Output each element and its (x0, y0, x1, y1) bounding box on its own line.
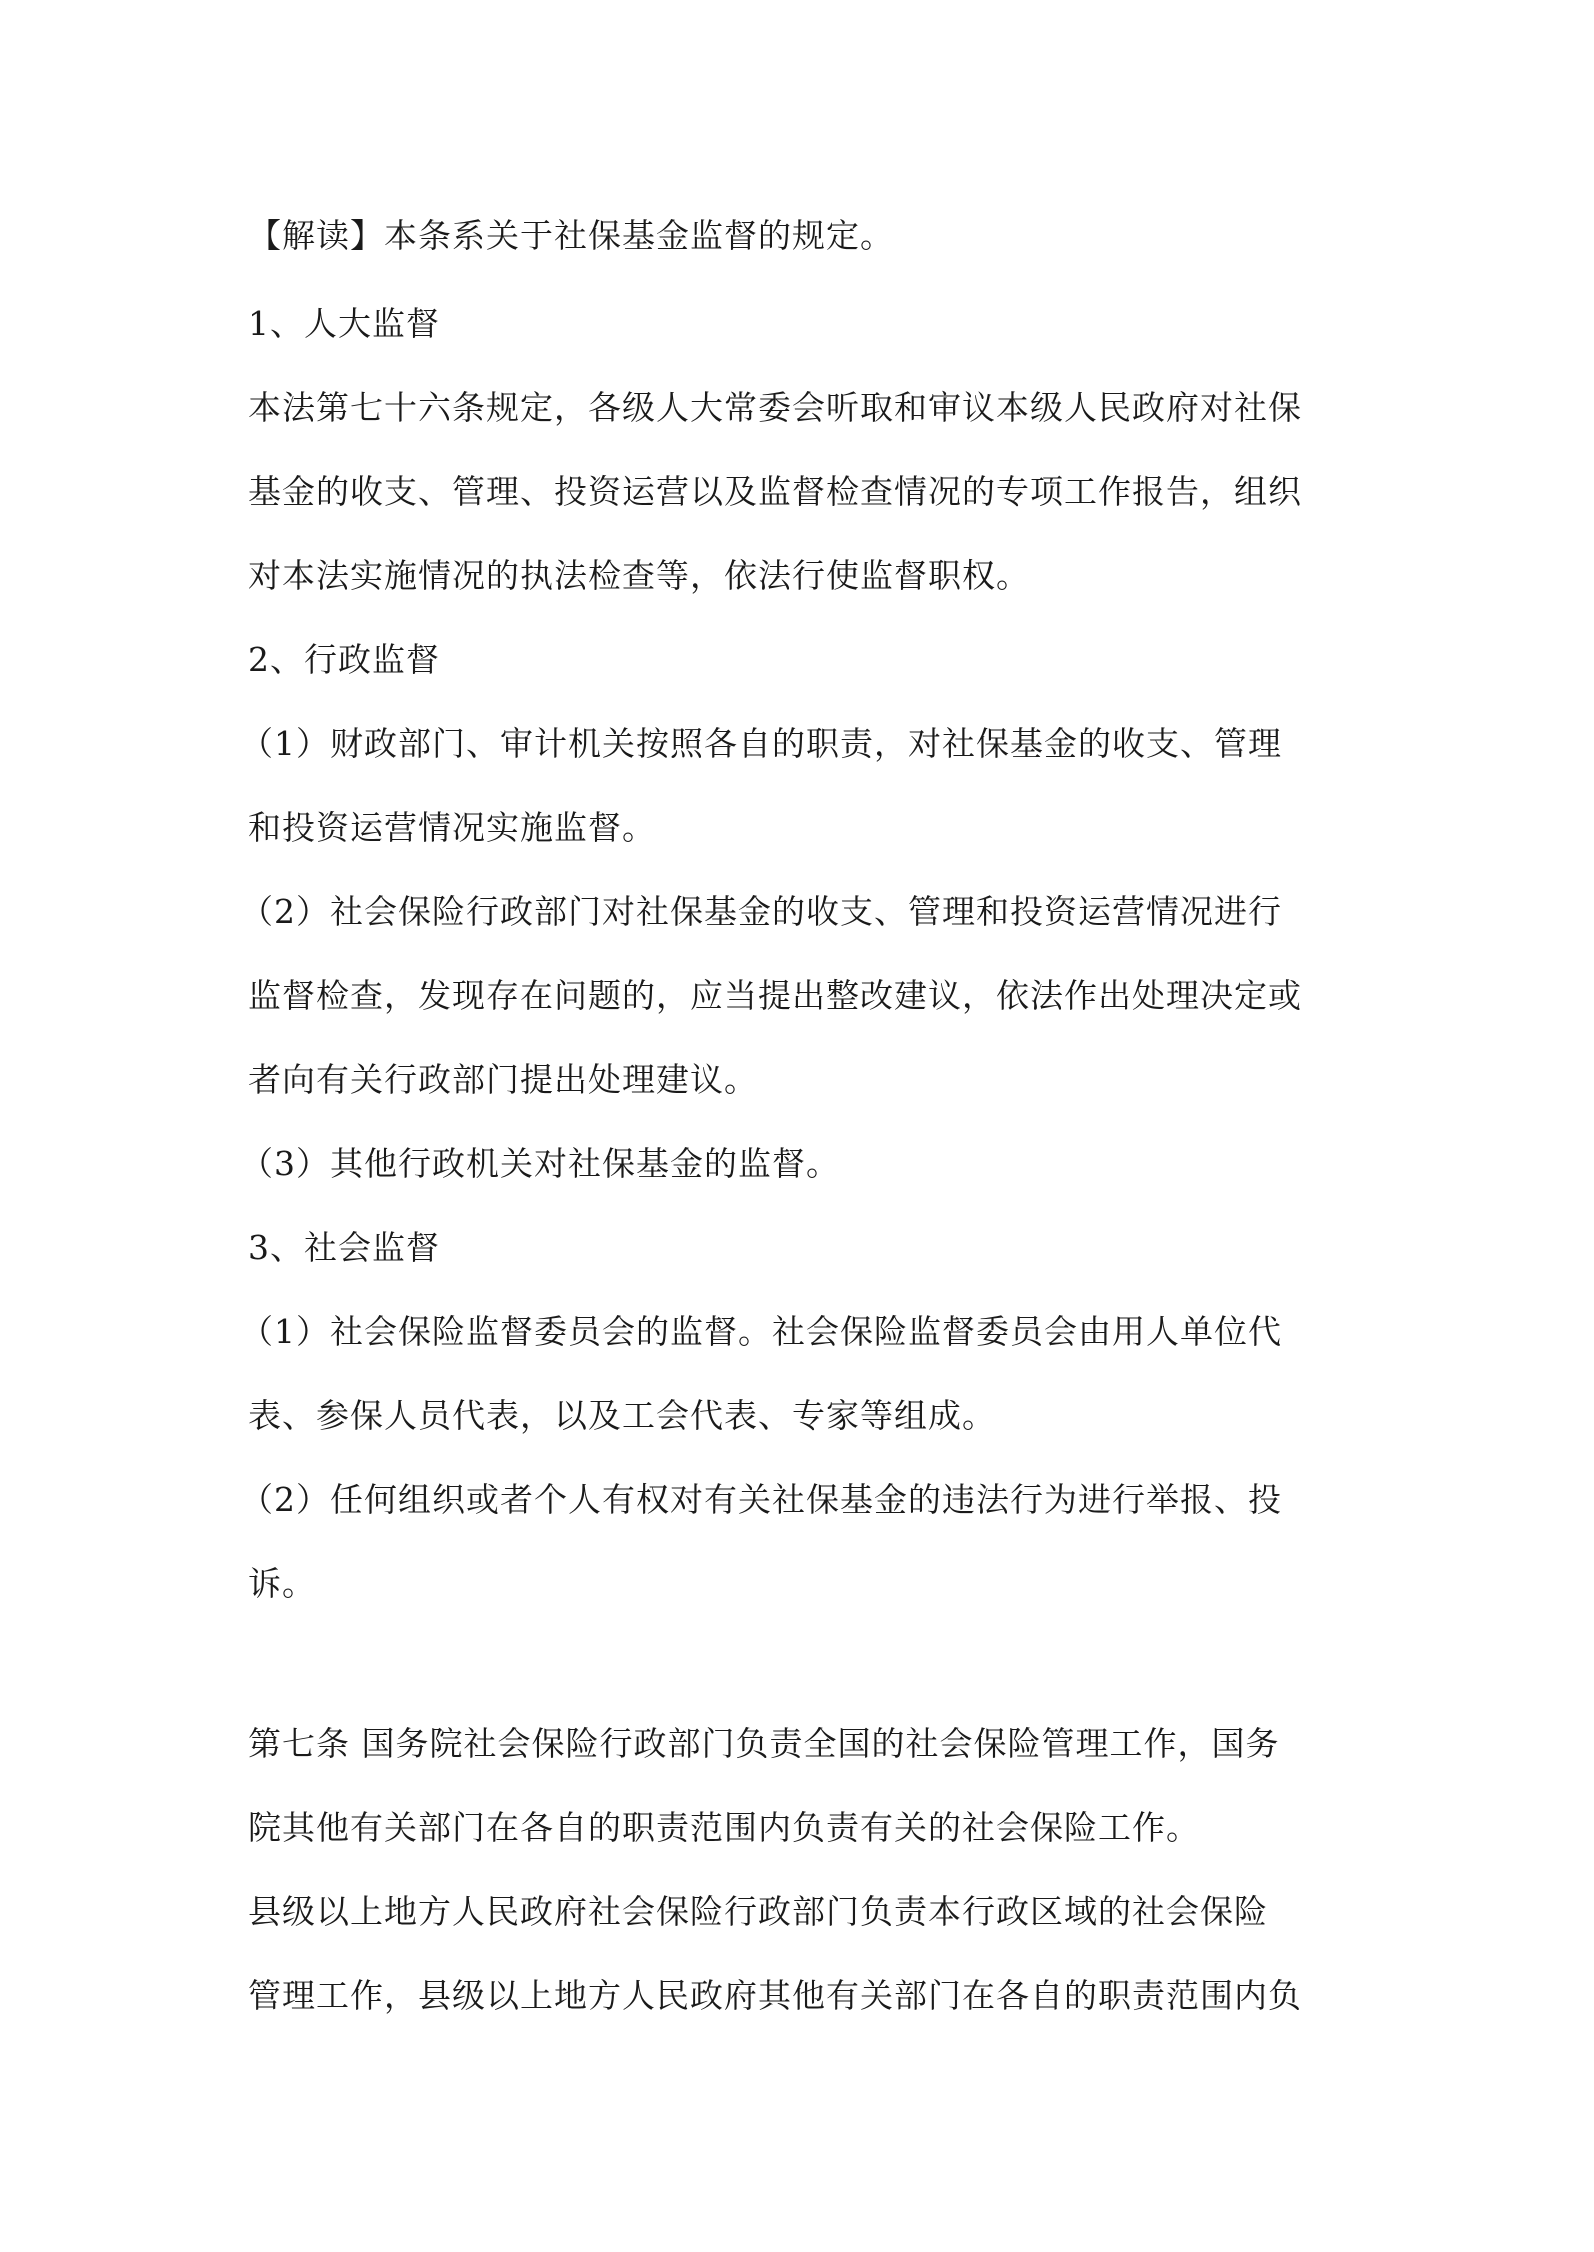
list-item-line: （1）社会保险监督委员会的监督。社会保险监督委员会由用人单位代 (240, 1312, 1282, 1351)
article-7-line: 第七条 国务院社会保险行政部门负责全国的社会保险管理工作，国务 (248, 1724, 1280, 1763)
list-item-line: 者向有关行政部门提出处理建议。 (248, 1060, 758, 1099)
list-item-line: 表、参保人员代表，以及工会代表、专家等组成。 (248, 1396, 996, 1435)
list-item-line: （2）社会保险行政部门对社保基金的收支、管理和投资运营情况进行 (240, 892, 1282, 931)
article-7-line: 县级以上地方人民政府社会保险行政部门负责本行政区域的社会保险 (248, 1892, 1268, 1931)
section-heading-social-supervision: 3、社会监督 (248, 1228, 440, 1267)
article-7-line: 管理工作，县级以上地方人民政府其他有关部门在各自的职责范围内负 (248, 1976, 1302, 2015)
list-item-line: 和投资运营情况实施监督。 (248, 808, 656, 847)
article-7-line: 院其他有关部门在各自的职责范围内负责有关的社会保险工作。 (248, 1808, 1200, 1847)
paragraph-line: 对本法实施情况的执法检查等，依法行使监督职权。 (248, 556, 1030, 595)
section-heading-administrative-supervision: 2、行政监督 (248, 640, 440, 679)
paragraph-line: 本法第七十六条规定，各级人大常委会听取和审议本级人民政府对社保 (248, 388, 1302, 427)
list-item-line: 诉。 (248, 1564, 316, 1603)
list-item-line: （3）其他行政机关对社保基金的监督。 (240, 1144, 840, 1183)
section-heading-npc-supervision: 1、人大监督 (248, 304, 440, 343)
list-item-line: （1）财政部门、审计机关按照各自的职责，对社保基金的收支、管理 (240, 724, 1282, 763)
paragraph-line: 基金的收支、管理、投资运营以及监督检查情况的专项工作报告，组织 (248, 472, 1302, 511)
list-item-line: （2）任何组织或者个人有权对有关社保基金的违法行为进行举报、投 (240, 1480, 1282, 1519)
interpretation-title: 【解读】本条系关于社保基金监督的规定。 (248, 216, 894, 255)
list-item-line: 监督检查，发现存在问题的，应当提出整改建议，依法作出处理决定或 (248, 976, 1302, 1015)
